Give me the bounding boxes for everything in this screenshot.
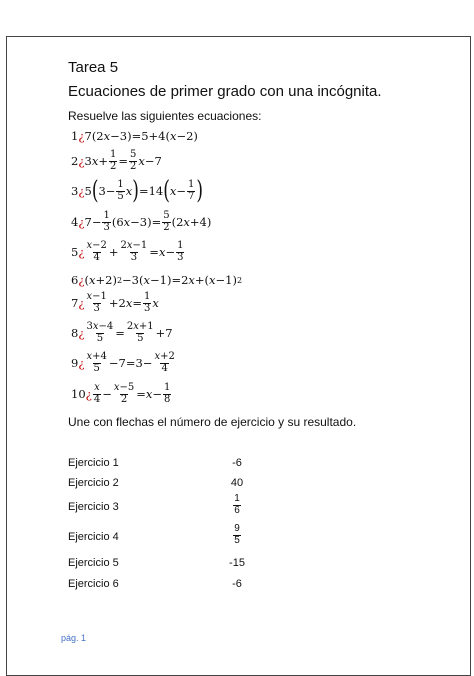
document-subtitle: Ecuaciones de primer grado con una incógnita. xyxy=(68,83,382,100)
equation-number: 8 xyxy=(71,326,79,340)
equation-10: 10 ¿ $\frac{x}{4}$ − $\frac{x-5}{2}$ = x − $\frac{1}{8}$ xyxy=(71,382,171,405)
equation-number: 9 xyxy=(71,356,79,370)
equation-number: 7 xyxy=(71,296,79,310)
exercise-label: Ejercicio 3 xyxy=(68,501,119,513)
equation-number: 6 xyxy=(71,273,79,287)
result-fraction: $\frac{1}{6}$ xyxy=(234,493,240,516)
equation-number: 4 xyxy=(71,215,79,229)
exercise-label: Ejercicio 5 xyxy=(68,557,119,569)
page-number: pág. 1 xyxy=(61,633,87,643)
equation-number: 3 xyxy=(71,184,79,198)
exercise-label: Ejercicio 6 xyxy=(68,578,119,590)
document-page xyxy=(6,36,471,676)
equation-number: 5 xyxy=(71,245,79,259)
equation-7: 7 ¿ $\frac{x-1}{3}$ +2 x = $\frac{1}{3}$ x xyxy=(71,291,159,314)
result-fraction: $\frac{9}{5}$ xyxy=(234,523,240,546)
exercise-label: Ejercicio 2 xyxy=(68,477,119,489)
result-value: -6 xyxy=(232,578,242,590)
result-value: -6 xyxy=(232,457,242,469)
equation-5: 5 ¿ $\frac{x-2}{4}$ + $\frac{2x-1}{3}$ = x − $\frac{1}{3}$ xyxy=(71,240,184,263)
equation-1: 1 ¿ 7(2 x −3)=5+4( x −2) xyxy=(71,129,198,143)
equation-9: 9 ¿ $\frac{x+4}{5}$ −7=3− $\frac{x+2}{4}$ xyxy=(71,351,175,374)
exercise-label: Ejercicio 1 xyxy=(68,457,119,469)
exercise-label: Ejercicio 4 xyxy=(68,531,119,543)
instructions: Resuelve las siguientes ecuaciones: xyxy=(68,109,262,123)
equation-8: 8 ¿ $\frac{3x-4}{5}$ = $\frac{2x+1}{5}$ +7 xyxy=(71,321,173,344)
document-title: Tarea 5 xyxy=(68,59,119,76)
equation-6: 6 ¿ ( x +2) 2 −3( x −1)=2 x +( x −1) 2 xyxy=(71,273,243,287)
equation-number: 10 xyxy=(71,387,86,401)
result-value: 40 xyxy=(230,477,244,489)
equation-number: 2 xyxy=(71,154,79,168)
matching-instructions: Une con flechas el número de ejercicio y su resultado. xyxy=(68,415,357,429)
equation-4: 4 ¿ 7− $\frac{1}{3}$ (6 x −3)= $\frac{5}{2}$ (2 x +4) xyxy=(71,210,212,233)
equation-2: 2 ¿ 3 x + $\frac{1}{2}$ = $\frac{5}{2}$ x −7 xyxy=(71,149,162,172)
equation-number: 1 xyxy=(71,129,79,143)
equation-3: 3 ¿ 5 ( 3− $\frac{1}{5}$ x ) =14 ( x − $\frac{1}{7}$ ) xyxy=(71,175,204,206)
result-value: -15 xyxy=(229,557,245,569)
